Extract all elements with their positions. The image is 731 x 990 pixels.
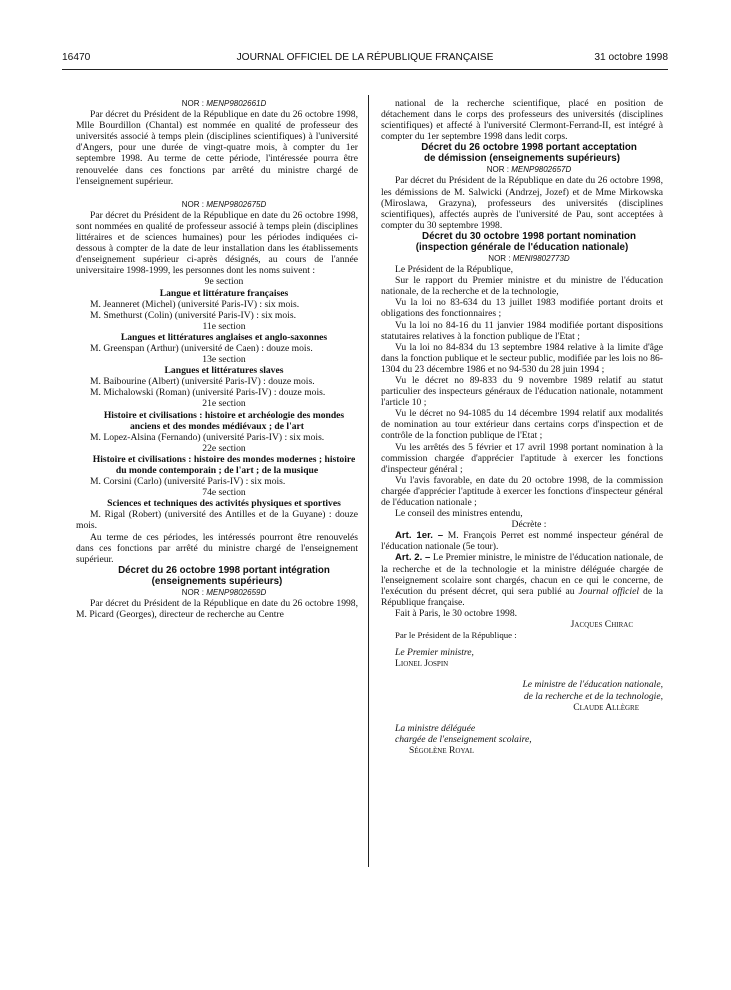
- decrete-heading: Décrète :: [511, 519, 547, 531]
- journal-title: JOURNAL OFFICIEL DE LA RÉPUBLIQUE FRANÇAISE: [236, 52, 494, 63]
- decree-title: Décret du 30 octobre 1998 portant nomination (inspection générale de l'éducation nationale): [415, 230, 636, 253]
- decree-paragraph: national de la recherche scientifique, placé en position de détachement dans le corps des professeurs des universités (disciplines scientifiques) et affecté à l'université Clermont-Ferrand-II, est intégré à compter du 1er septembre 1998 dans ledit corps.: [381, 98, 663, 143]
- prime-minister-title: Le Premier ministre,: [395, 647, 474, 659]
- section-number: 9e section: [204, 276, 244, 288]
- visa-line: Vu la loi no 84-834 du 13 septembre 1984 relative à la limite d'âge dans la fonction publique et le secteur public, modifiée par les lois no 86-1304 du 23 décembre 1986 et no 94-530 du 28 juin 1994 ;: [381, 341, 663, 375]
- section-subject: Langues et littératures anglaises et anglo-saxonnes: [120, 331, 328, 343]
- article-2: Art. 2. – Le Premier ministre, le ministre de l'éducation nationale, de la recherche et de la technologie et la ministre déléguée chargée de l'enseignement scolaire sont chargés, chacun en ce qui le concerne, de l'exécution du présent décret, qui sera publié au Journal officiel de la République française.: [381, 552, 663, 608]
- appointment-line: M. Smethurst (Colin) (université Paris-IV) : six mois.: [90, 309, 296, 321]
- par-le-president: Par le Président de la République :: [395, 630, 517, 641]
- nor-reference: NOR : MENP9802675D: [181, 199, 267, 209]
- page-header: [62, 52, 668, 68]
- section-number: 21e section: [202, 398, 246, 410]
- article-1: Art. 1er. – M. François Perret est nommé inspecteur général de l'éducation nationale (5e tour).: [381, 530, 663, 553]
- right-column: [381, 98, 663, 756]
- signature-president: Jacques Chirac: [570, 619, 633, 631]
- section-subject: Histoire et civilisations : histoire des mondes modernes ; histoire du monde contemporain ; de l'art ; de la musique: [92, 453, 356, 476]
- appointment-line: M. Rigal (Robert) (université des Antilles et de la Guyane) : douze mois.: [76, 509, 358, 532]
- nor-reference: NOR : MENP9802659D: [181, 587, 267, 597]
- section-subject: Langues et littératures slaves: [164, 365, 284, 377]
- decree-paragraph: Par décret du Président de la République en date du 26 octobre 1998, M. Picard (Georges), directeur de recherche au Centre: [76, 597, 358, 621]
- decree-paragraph: Au terme de ces périodes, les intéressés pourront être renouvelés dans ces fonctions par arrêté du ministre chargé de l'enseignement supérieur.: [76, 531, 358, 565]
- issue-date: 31 octobre 1998: [594, 52, 668, 63]
- nor-reference: NOR : MENP9802657D: [486, 165, 572, 175]
- left-column: [76, 98, 358, 620]
- appointment-line: M. Corsini (Carlo) (université Paris-IV) : six mois.: [90, 476, 286, 488]
- section-number: 13e section: [202, 354, 246, 366]
- appointment-line: M. Greenspan (Arthur) (université de Caen) : douze mois.: [90, 342, 313, 354]
- header-rule: [62, 69, 668, 70]
- decree-title: Décret du 26 octobre 1998 portant acceptation de démission (enseignements supérieurs): [421, 142, 637, 165]
- section-subject: Histoire et civilisations : histoire et archéologie des mondes anciens et des mondes médiévaux ; de l'art: [103, 409, 345, 432]
- delegate-minister-name: Ségolène Royal: [409, 744, 475, 756]
- minister-title: Le ministre de l'éducation nationale, de la recherche et de la technologie,: [522, 679, 663, 702]
- visa-line: Vu le décret no 94-1085 du 14 décembre 1994 relatif aux modalités de nomination au tour extérieur dans certains corps d'inspection et de contrôle de la fonction publique de l'Etat ;: [381, 408, 663, 442]
- visa-line: Vu les arrêtés des 5 février et 17 avril 1998 portant nomination à la commission chargée d'apprécier l'aptitude à exercer les fonctions d'inspecteur général ;: [381, 441, 663, 475]
- appointment-line: M. Lopez-Alsina (Fernando) (université Paris-IV) : six mois.: [90, 431, 325, 443]
- decree-paragraph: Par décret du Président de la République en date du 26 octobre 1998, Mlle Bourdillon (Chantal) est nommée en qualité de professeur des universités associé à temps plein (disciplines scientifiques) à l'université d'Angers, pour une durée de vingt-quatre mois, à compter du 1er septembre 1998. Au terme de cette période, l'intéressée pourra être renouvelée dans ces fonctions par arrêté du ministre chargé de l'enseignement supérieur.: [76, 109, 358, 187]
- appointment-line: M. Baibourine (Albert) (université Paris-IV) : douze mois.: [90, 376, 315, 388]
- visa-line: Vu la loi no 84-16 du 11 janvier 1984 modifiée portant dispositions statutaires relatives à la fonction publique de l'Etat ;: [381, 319, 663, 342]
- signature-date: Fait à Paris, le 30 octobre 1998.: [395, 607, 518, 619]
- minister-name: Claude Allègre: [573, 701, 639, 713]
- nor-reference: NOR : MENP9802661D: [181, 99, 267, 108]
- visa-line: Vu l'avis favorable, en date du 20 octobre 1998, de la commission chargée d'apprécier l'aptitude à exercer les fonctions d'inspecteur général de l'éducation nationale ;: [381, 474, 663, 508]
- visa-line: Le conseil des ministres entendu,: [395, 508, 523, 520]
- decree-paragraph: Par décret du Président de la République en date du 26 octobre 1998, sont nommées en qualité de professeur associé à temps plein (disciplines littéraires et de sciences humaines) pour les périodes indiquées ci-dessous à compter de la date de leur installation dans les établissements d'enseignement supérieur ci-après désignés, au cours de l'année universitaire 1998-1999, les personnes dont les noms suivent :: [76, 209, 358, 277]
- visa-line: Vu la loi no 83-634 du 13 juillet 1983 modifiée portant droits et obligations des fonctionnaires ;: [381, 297, 663, 320]
- section-subject: Langue et littérature françaises: [159, 287, 289, 299]
- section-subject: Sciences et techniques des activités physiques et sportives: [107, 498, 341, 510]
- decree-paragraph: Par décret du Président de la République en date du 26 octobre 1998, les démissions de M. Salwicki (Andrzej, Jozef) et de Mme Mirkowska (Miroslawa, Grazyna), professeurs des universités (disciplines scientifiques), affectés auprès de l'université de Pau, sont acceptées à compter du 30 septembre 1998.: [381, 175, 663, 231]
- page-number: 16470: [62, 52, 91, 63]
- column-divider: [368, 95, 369, 867]
- appointment-line: M. Michalowski (Roman) (université Paris-IV) : douze mois.: [90, 387, 326, 399]
- visa-line: Sur le rapport du Premier ministre et du ministre de l'éducation nationale, de la recherche et de la technologie,: [381, 275, 663, 298]
- delegate-minister-title: La ministre déléguée chargée de l'enseignement scolaire,: [395, 722, 532, 745]
- section-number: 11e section: [202, 320, 246, 332]
- nor-reference: NOR : MENI9802773D: [488, 253, 570, 263]
- visa-line: Vu le décret no 89-833 du 9 novembre 1989 relatif au statut particulier des inspecteurs généraux de l'éducation nationale, notamment l'article 10 ;: [381, 374, 663, 409]
- section-number: 22e section: [202, 442, 246, 454]
- decree-title: Décret du 26 octobre 1998 portant intégration (enseignements supérieurs): [118, 564, 330, 587]
- section-number: 74e section: [202, 487, 246, 499]
- appointment-line: M. Jeanneret (Michel) (université Paris-IV) : six mois.: [90, 298, 300, 310]
- prime-minister-name: Lionel Jospin: [395, 658, 449, 670]
- visa-line: Le Président de la République,: [395, 264, 514, 276]
